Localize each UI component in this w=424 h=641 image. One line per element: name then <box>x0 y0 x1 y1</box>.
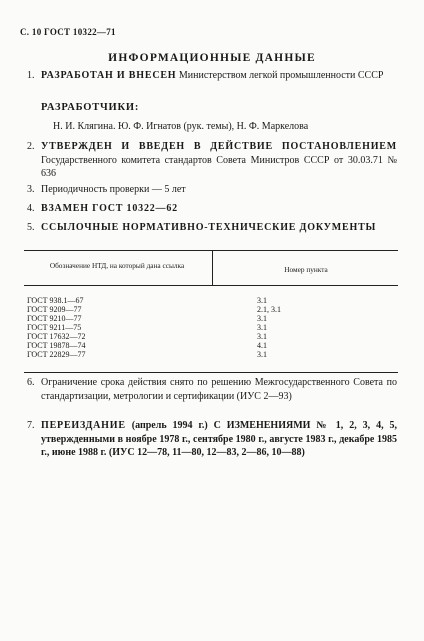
item-2-text: Государственного комитета стандартов Совета Министров СССР от 30.03.71 № 636 <box>41 154 397 179</box>
item-3-text: Периодичность проверки — 5 лет <box>41 184 186 195</box>
table-column-divider <box>212 251 213 285</box>
reference-table <box>24 250 398 373</box>
table-row <box>24 341 398 350</box>
table-cell-clause: 3.1 <box>257 323 267 332</box>
item-5 <box>27 221 397 235</box>
table-cell-document: ГОСТ 9211—75 <box>27 323 82 332</box>
table-row <box>24 332 398 341</box>
table-cell-document: ГОСТ 19878—74 <box>27 341 86 350</box>
item-6-text: Ограничение срока действия снято по решению Межгосударственного Совета по стандартизации, метрологии и сертификации (ИУС 2—93) <box>41 377 397 402</box>
item-2-number: 2. <box>27 141 35 152</box>
table-cell-clause: 3.1 <box>257 296 267 305</box>
table-cell-document: ГОСТ 9209—77 <box>27 305 82 314</box>
running-head: С. 10 ГОСТ 10322—71 <box>20 27 116 37</box>
table-cell-clause: 3.1 <box>257 332 267 341</box>
item-2-caps: УТВЕРЖДЕН И ВВЕДЕН В ДЕЙСТВИЕ ПОСТАНОВЛЕНИЕМ <box>41 141 397 152</box>
table-row <box>24 296 398 305</box>
table-cell-clause: 3.1 <box>257 314 267 323</box>
item-7-number: 7. <box>27 420 35 431</box>
developers-heading: РАЗРАБОТЧИКИ: <box>41 102 140 113</box>
table-cell-document: ГОСТ 22829—77 <box>27 350 86 359</box>
item-2 <box>27 140 397 181</box>
item-5-caps: ССЫЛОЧНЫЕ НОРМАТИВНО-ТЕХНИЧЕСКИЕ ДОКУМЕНТЫ <box>41 222 377 233</box>
item-4 <box>27 202 397 216</box>
table-header-clause: Номер пункта <box>284 265 328 274</box>
item-1-number: 1. <box>27 70 35 81</box>
table-cell-clause: 2.1, 3.1 <box>257 305 281 314</box>
table-row <box>24 323 398 332</box>
table-cell-document: ГОСТ 938.1—67 <box>27 296 84 305</box>
table-cell-document: ГОСТ 17632—72 <box>27 332 86 341</box>
item-4-caps: ВЗАМЕН ГОСТ 10322—62 <box>41 203 178 214</box>
item-6 <box>27 376 397 403</box>
item-1 <box>27 69 397 83</box>
table-header-document: Обозначение НТД, на который дана ссылка <box>49 261 185 270</box>
table-cell-document: ГОСТ 9210—77 <box>27 314 82 323</box>
item-5-number: 5. <box>27 222 35 233</box>
table-cell-clause: 3.1 <box>257 350 267 359</box>
developers-names: Н. И. Клягина. Ю. Ф. Игнатов (рук. темы), Н. Ф. Маркелова <box>53 121 309 132</box>
table-row <box>24 305 398 314</box>
table-row <box>24 350 398 359</box>
item-4-number: 4. <box>27 203 35 214</box>
item-1-caps: РАЗРАБОТАН И ВНЕСЕН <box>41 70 177 81</box>
item-7-caps: ПЕРЕИЗДАНИЕ <box>41 420 126 431</box>
item-6-number: 6. <box>27 377 35 388</box>
item-3 <box>27 183 397 197</box>
table-header-divider <box>24 285 398 286</box>
item-1-text: Министерством легкой промышленности СССР <box>176 70 384 81</box>
table-row <box>24 314 398 323</box>
item-7-text: (апрель 1994 г.) С ИЗМЕНЕНИЯМИ № 1, 2, 3, 4, 5, утвержденными в ноябре 1978 г., сентябре 1980 г., августе 1983 г., декабре 1985 г., июне 1988 г. (ИУС 12—78, 11—80, 12—83, 2—86, 10—88) <box>41 420 397 458</box>
item-7 <box>27 419 397 460</box>
table-cell-clause: 4.1 <box>257 341 267 350</box>
page-title: ИНФОРМАЦИОННЫЕ ДАННЫЕ <box>108 52 316 64</box>
item-3-number: 3. <box>27 184 35 195</box>
